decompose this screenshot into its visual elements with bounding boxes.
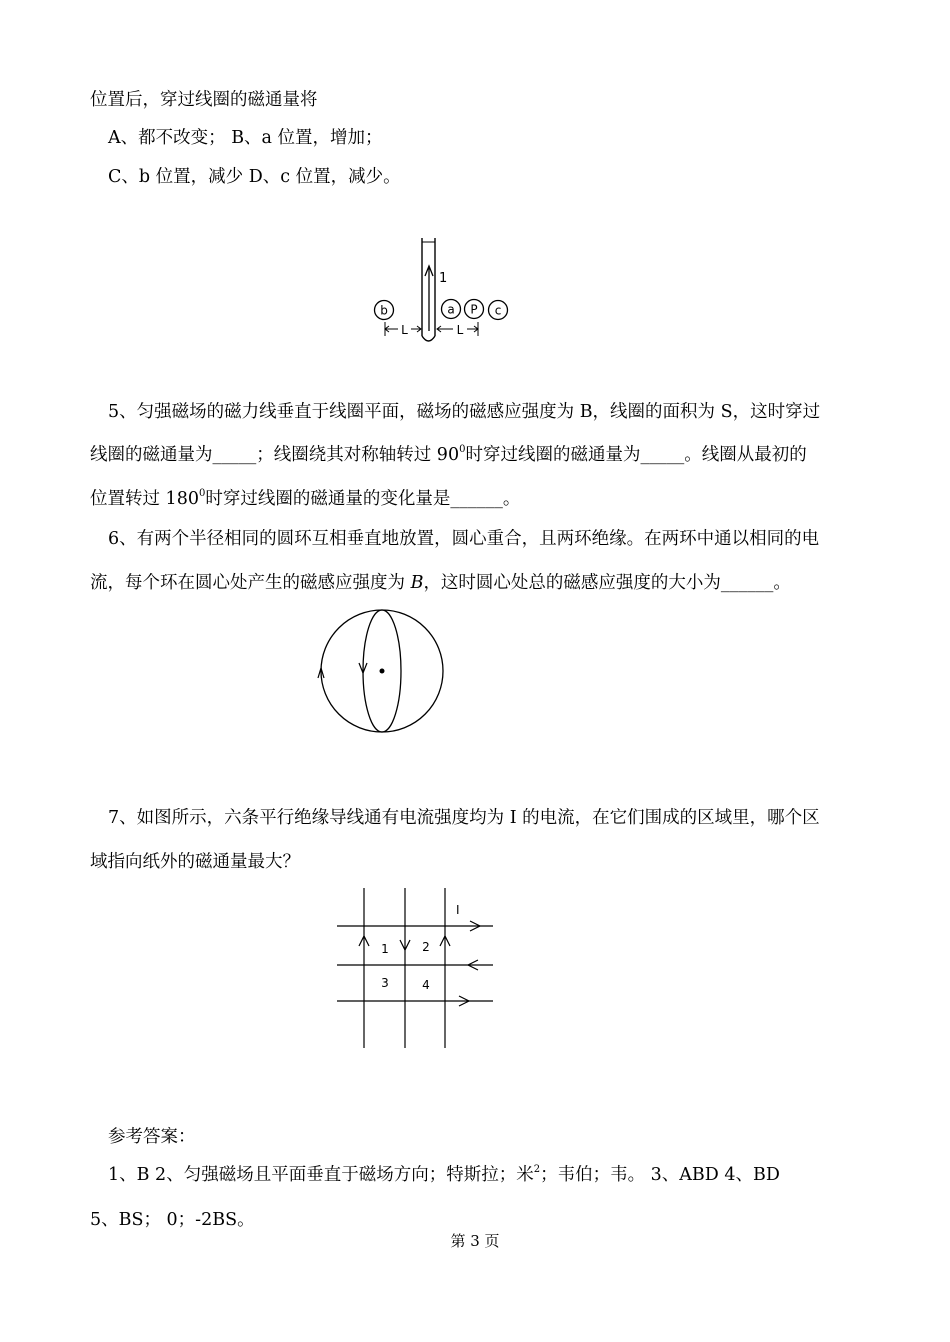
q7-line2: 域指向纸外的磁通量最大？: [90, 852, 300, 872]
distance-right-label: L: [456, 323, 464, 337]
position-label-p: P: [470, 302, 478, 317]
q7-line1: 7、如图所示，六条平行绝缘导线通有电流强度均为 I 的电流，在它们围成的区域里，哪个区: [108, 808, 820, 828]
region-label-4: 4: [422, 978, 430, 992]
current-label-i: I: [456, 903, 460, 917]
position-label-b: b: [380, 303, 388, 318]
center-dot: [380, 669, 385, 674]
perpendicular-rings-figure: [312, 608, 452, 736]
distance-left-label: L: [401, 323, 408, 337]
q5-line3: 位置转过 $180^0$时穿过线圈的磁通量的变化量是______。: [90, 488, 521, 509]
page-number: 第 3 页: [450, 1232, 500, 1250]
q6-line2: 流，每个环在圆心处产生的磁感应强度为 B，这时圆心处总的磁感应强度的大小为______。: [90, 573, 791, 593]
position-label-a: a: [447, 302, 455, 317]
region-label-2: 2: [422, 940, 430, 954]
q5-line1: 5、匀强磁场的磁力线垂直于线圈平面，磁场的磁感应强度为 B，线圈的面积为 S，这时穿过: [108, 402, 821, 422]
answers-line2: 5、BS； 0；-2BS。: [90, 1210, 255, 1230]
q4-options-ab: A、都不改变； B、a 位置，增加；: [108, 128, 383, 148]
q4-options-cd: C、b 位置，减少 D、c 位置，减少。: [108, 167, 401, 187]
q4-continuation: 位置后，穿过线圈的磁通量将: [90, 90, 318, 110]
region-label-3: 3: [381, 976, 389, 990]
wire-bottom: [422, 336, 435, 341]
wire-grid-figure: [333, 886, 498, 1051]
q5-line2: 线圈的磁通量为_____；线圈绕其对称轴转过 $90^0$时穿过线圈的磁通量为_____。线圈从最初的: [90, 444, 807, 465]
answers-line1: 1、B 2、匀强磁场且平面垂直于磁场方向；特斯拉；米$^2$；韦伯；韦。 3、ABD 4、BD: [108, 1164, 780, 1185]
position-label-c: c: [494, 303, 502, 318]
answers-heading: 参考答案：: [108, 1127, 196, 1147]
current-label: 1: [439, 271, 448, 286]
wire-coils-figure: [360, 236, 520, 346]
q6-line1: 6、有两个半径相同的圆环互相垂直地放置，圆心重合，且两环绝缘。在两环中通以相同的电: [108, 529, 820, 549]
region-label-1: 1: [381, 942, 389, 956]
